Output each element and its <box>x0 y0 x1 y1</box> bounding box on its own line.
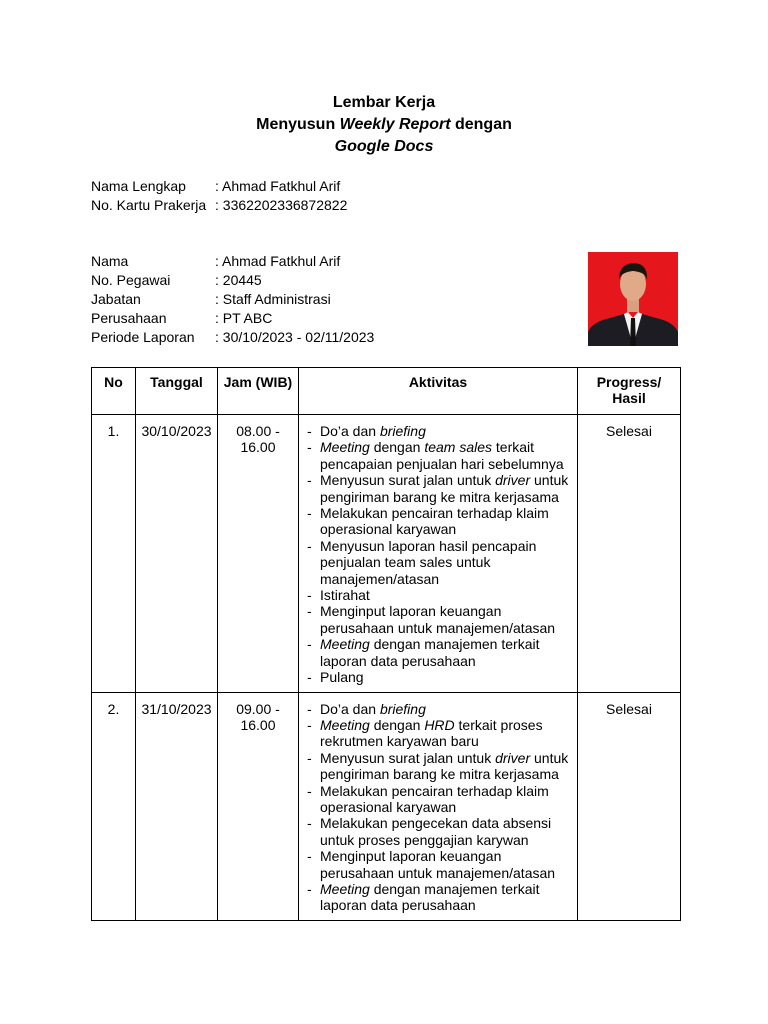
activity-text: briefing <box>379 700 426 717</box>
participant-info <box>91 177 347 215</box>
cell-jam: 08.00 - 16.00 <box>218 415 299 693</box>
activity-item <box>305 717 573 750</box>
activity-text: Menyusun laporan hasil pencapain penjualan team sales untuk manajemen/atasan <box>320 537 537 587</box>
header-tanggal: Tanggal <box>136 368 218 415</box>
activity-text: Menyusun surat jalan untuk <box>320 472 496 489</box>
employee-field-row <box>91 252 374 271</box>
employee-field-row <box>91 328 374 347</box>
activity-item <box>305 587 573 603</box>
activity-text: Meeting <box>320 880 370 897</box>
employee-field-row <box>91 309 374 328</box>
header-progress: Progress/ Hasil <box>578 368 681 415</box>
cell-tanggal: 31/10/2023 <box>136 692 218 920</box>
employee-field-label: Nama <box>91 253 129 269</box>
employee-field-label: Perusahaan <box>91 310 167 326</box>
activity-text: Meeting <box>320 439 370 456</box>
activity-text: terkait pencapaian penjualan hari sebelumnya <box>320 439 564 472</box>
header-aktivitas: Aktivitas <box>299 368 578 415</box>
cell-aktivitas <box>299 415 578 693</box>
activity-text: Melakukan pengecekan data absensi untuk proses penggajian karywan <box>320 815 552 848</box>
cell-progress: Selesai <box>578 415 681 693</box>
cell-no: 1. <box>92 415 136 693</box>
table-header-row <box>92 368 681 415</box>
table-row <box>92 415 681 693</box>
activity-text: HRD <box>424 716 455 733</box>
employee-field-value: : 20445 <box>215 272 262 288</box>
title-line-3-italic: Google Docs <box>334 138 434 155</box>
activity-text: Menginput laporan keuangan perusahaan untuk manajemen/atasan <box>320 848 556 881</box>
activity-text: driver <box>495 472 531 489</box>
document-title <box>0 92 768 158</box>
activity-text: team sales <box>424 439 493 456</box>
participant-field-value: : 3362202336872822 <box>215 197 348 213</box>
title-line-2-start: Menyusun <box>256 116 340 133</box>
activity-item <box>305 505 573 538</box>
title-line-3 <box>0 136 768 158</box>
activity-item <box>305 439 573 472</box>
participant-field-row <box>91 196 347 215</box>
activity-item <box>305 603 573 636</box>
title-line-2-italic: Weekly Report <box>339 116 451 133</box>
activity-text: Do’a dan <box>320 423 380 439</box>
activity-item <box>305 783 573 816</box>
employee-field-value: : Ahmad Fatkhul Arif <box>215 253 341 269</box>
activity-item <box>305 815 573 848</box>
employee-field-row <box>91 290 374 309</box>
participant-field-label: Nama Lengkap <box>91 178 186 194</box>
activity-item <box>305 881 573 914</box>
activity-item <box>305 538 573 587</box>
activity-text: untuk pengiriman barang ke mitra kerjasama <box>320 749 569 783</box>
employee-field-value: : 30/10/2023 - 02/11/2023 <box>215 329 375 345</box>
header-no: No <box>92 368 136 415</box>
employee-field-label: Jabatan <box>91 291 141 307</box>
cell-no: 2. <box>92 692 136 920</box>
title-line-1: Lembar Kerja <box>332 94 436 111</box>
cell-progress: Selesai <box>578 692 681 920</box>
employee-field-value: : PT ABC <box>215 310 273 326</box>
activity-text: Melakukan pencairan terhadap klaim operasional karyawan <box>320 782 549 815</box>
activity-text: Meeting <box>320 716 370 733</box>
activity-text: Istirahat <box>320 587 370 604</box>
employee-info <box>91 252 374 347</box>
activity-text: Pulang <box>320 669 364 686</box>
title-line-2-end: dengan <box>450 116 512 133</box>
table-row <box>92 692 681 920</box>
cell-aktivitas <box>299 692 578 920</box>
header-jam: Jam (WIB) <box>218 368 299 415</box>
activity-text: Melakukan pencairan terhadap klaim operasional karyawan <box>320 505 549 538</box>
activity-text: driver <box>495 749 531 766</box>
title-line-2 <box>0 114 768 136</box>
employee-field-label: No. Pegawai <box>91 272 171 288</box>
activity-text: briefing <box>379 423 426 439</box>
activity-text: dengan <box>369 716 425 733</box>
person-photo-icon <box>588 252 678 346</box>
activity-item <box>305 701 573 717</box>
activity-text: untuk pengiriman barang ke mitra kerjasama <box>320 472 569 505</box>
activity-list <box>303 423 573 686</box>
activity-list <box>303 701 573 914</box>
activity-text: terkait proses rekrutmen karyawan baru <box>320 716 543 750</box>
participant-field-label: No. Kartu Prakerja <box>91 197 207 213</box>
employee-field-row <box>91 271 374 290</box>
cell-tanggal: 30/10/2023 <box>136 415 218 693</box>
employee-field-value: : Staff Administrasi <box>215 291 331 307</box>
employee-field-label: Periode Laporan <box>91 329 195 345</box>
activity-text: Meeting <box>320 636 370 653</box>
activity-item <box>305 750 573 783</box>
activity-item <box>305 848 573 881</box>
activity-item <box>305 669 573 685</box>
person-photo <box>588 252 678 346</box>
cell-jam: 09.00 - 16.00 <box>218 692 299 920</box>
activity-item <box>305 472 573 505</box>
activity-text: dengan manajemen terkait laporan data perusahaan <box>320 880 540 914</box>
activity-text: Menginput laporan keuangan perusahaan untuk manajemen/atasan <box>320 603 556 636</box>
participant-field-value: : Ahmad Fatkhul Arif <box>215 178 341 194</box>
activity-text: dengan <box>369 439 425 456</box>
activity-text: Menyusun surat jalan untuk <box>320 749 496 766</box>
participant-field-row <box>91 177 347 196</box>
activity-text: dengan manajemen terkait laporan data perusahaan <box>320 636 540 669</box>
activity-item <box>305 423 573 439</box>
activity-item <box>305 636 573 669</box>
activity-table <box>91 367 681 921</box>
activity-text: Do’a dan <box>320 700 380 717</box>
